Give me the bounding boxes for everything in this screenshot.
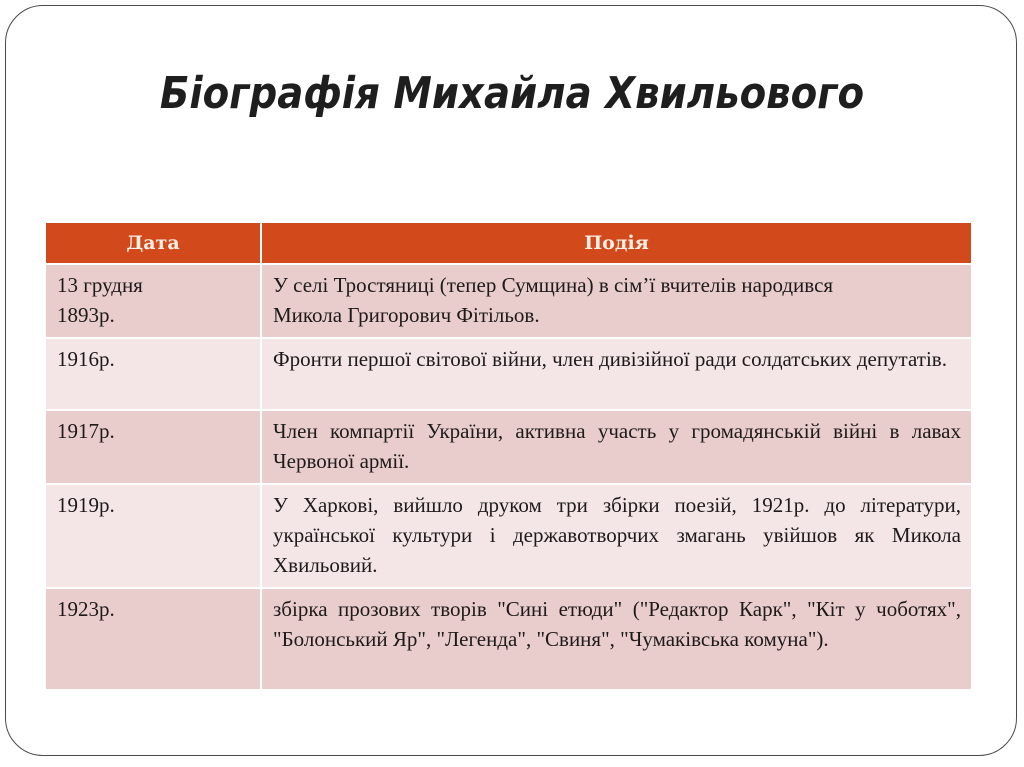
header-event: Подія — [262, 223, 971, 265]
cell-date: 1919р. — [46, 485, 262, 589]
cell-event: У Харкові, вийшло друком три збірки поезій, 1921р. до літератури, української культури і державотворчих змагань увійшов як Микола Хвильовий. — [262, 485, 971, 589]
table-header-row — [46, 223, 971, 265]
cell-date: 13 грудня 1893р. — [46, 265, 262, 339]
cell-event: Член компартії України, активна участь у громадянській війні в лавах Червоної армії. — [262, 411, 971, 485]
table-row — [46, 589, 971, 691]
cell-date: 1917р. — [46, 411, 262, 485]
cell-event: Фронти першої світової війни, член дивізійної ради солдатських депутатів. — [262, 339, 971, 411]
cell-event: У селі Тростяниці (тепер Сумщина) в сім’ї вчителів народився Микола Григорович Фітільов. — [262, 265, 971, 339]
cell-date: 1923р. — [46, 589, 262, 691]
table-row — [46, 265, 971, 339]
cell-event: збірка прозових творів "Сині етюди" ("Редактор Карк", "Кіт у чоботях", "Болонський Яр", "Легенда", "Свиня", "Чумаківська комуна"). — [262, 589, 971, 691]
biography-table — [46, 223, 971, 691]
table-row — [46, 485, 971, 589]
slide-title: Біографія Михайла Хвильового — [159, 68, 865, 119]
header-date: Дата — [46, 223, 262, 265]
cell-date: 1916р. — [46, 339, 262, 411]
table-row — [46, 411, 971, 485]
table-row — [46, 339, 971, 411]
